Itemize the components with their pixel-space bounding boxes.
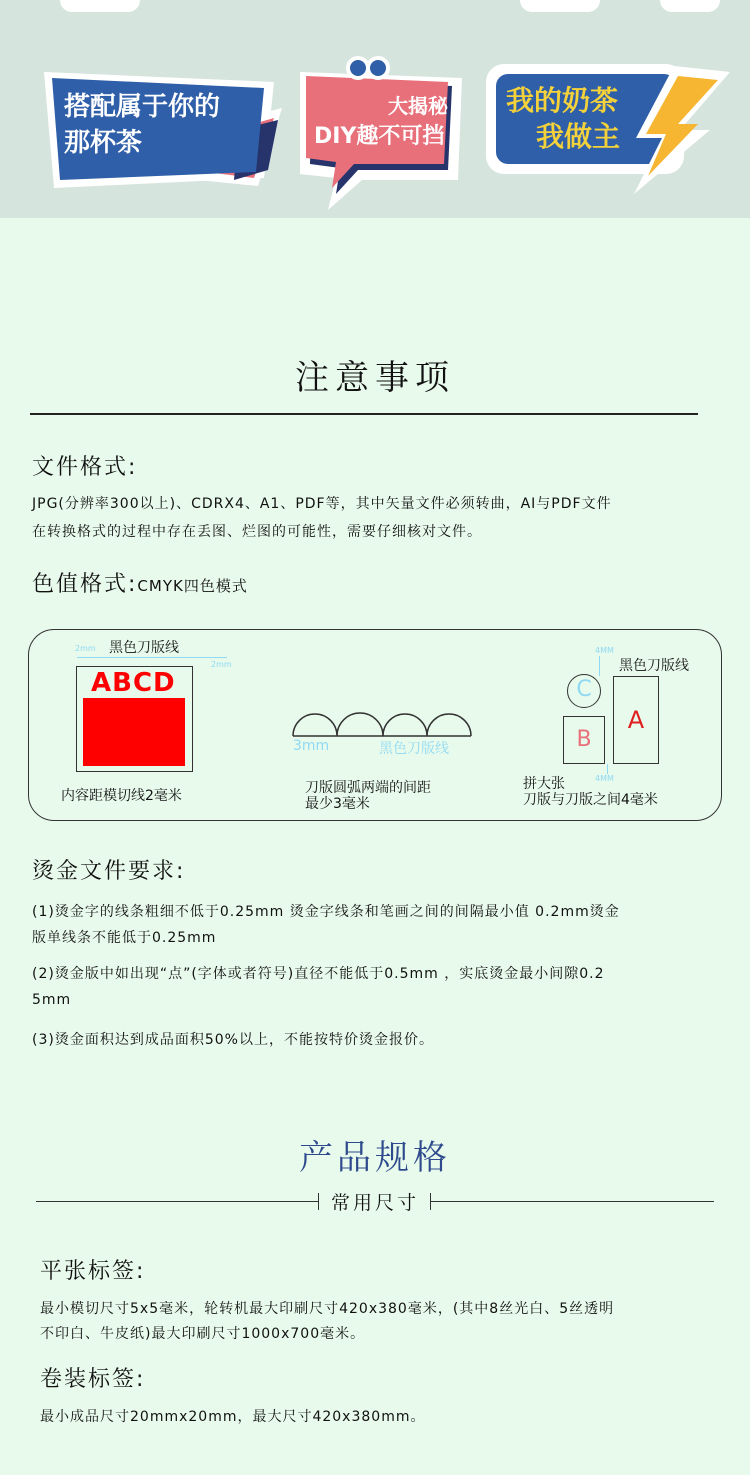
dim-line xyxy=(599,656,600,676)
spec-subtitle: 常用尺寸 xyxy=(330,1192,419,1214)
sticker-3-line2: 我做主 xyxy=(536,120,621,153)
color-format-heading: 色值格式: xyxy=(32,572,138,597)
sticker-2-line1: 大揭秘 xyxy=(388,94,448,118)
sticker-2 xyxy=(292,52,470,212)
sample-text: ABCD xyxy=(91,668,176,698)
sticker-2-line2: DIY趣不可挡 xyxy=(314,124,445,149)
right-dim-label: 4MM xyxy=(595,646,614,655)
dim-line xyxy=(77,657,227,658)
left-dim-label: 2mm xyxy=(211,660,232,669)
roll-label-heading: 卷装标签: xyxy=(40,1367,146,1392)
sticker-1-line2: 那杯茶 xyxy=(64,128,143,158)
box-b: B xyxy=(563,716,605,764)
file-format-heading: 文件格式: xyxy=(32,455,138,480)
sticker-stub xyxy=(660,0,720,12)
color-format-row xyxy=(32,567,248,598)
left-caption: 内容距模切线2毫米 xyxy=(61,788,182,804)
spec-divider-right xyxy=(430,1201,714,1202)
foil-item2-line2: 5mm xyxy=(32,992,72,1008)
sticker-1-line1: 搭配属于你的 xyxy=(64,92,221,122)
sticker-stub xyxy=(520,0,600,12)
right-dieline-label: 黑色刀版线 xyxy=(619,658,689,674)
box-a: A xyxy=(613,676,659,764)
right-caption-line2: 刀版与刀版之间4毫米 xyxy=(523,792,658,808)
banner xyxy=(0,0,750,218)
notice-title: 注意事项 xyxy=(295,358,455,398)
dieline-diagram xyxy=(28,629,722,821)
sticker-3-line1: 我的奶茶 xyxy=(506,84,619,117)
file-format-line1: JPG(分辨率300以上)、CDRX4、A1、PDF等，其中矢量文件必须转曲，AI与PDF文件 xyxy=(32,496,612,512)
spec-title: 产品规格 xyxy=(299,1138,451,1178)
right-caption-line1: 拼大张 xyxy=(523,776,565,792)
roll-label-line1: 最小成品尺寸20mmx20mm，最大尺寸420x380mm。 xyxy=(40,1409,426,1425)
sticker-1 xyxy=(38,60,288,195)
foil-heading: 烫金文件要求: xyxy=(32,859,186,884)
middle-caption-line2: 最少3毫米 xyxy=(305,796,370,812)
left-dieline-label: 黑色刀版线 xyxy=(109,640,179,656)
file-format-line2: 在转换格式的过程中存在丢图、烂图的可能性，需要仔细核对文件。 xyxy=(32,524,482,540)
flat-label-heading: 平张标签: xyxy=(40,1259,146,1284)
foil-item1-line1: (1)烫金字的线条粗细不低于0.25mm 烫金字线条和笔画之间的间隔最小值 0.2mm烫金 xyxy=(32,904,620,920)
content-area xyxy=(83,698,185,766)
foil-item2-line1: (2)烫金版中如出现“点”(字体或者符号)直径不能低于0.5mm ，实底烫金最小间隙0.2 xyxy=(32,966,605,982)
flat-label-line2: 不印白、牛皮纸)最大印刷尺寸1000x700毫米。 xyxy=(40,1326,366,1342)
foil-item1-line2: 版单线条不能低于0.25mm xyxy=(32,930,217,946)
circle-c: C xyxy=(567,674,601,708)
middle-caption-line1: 刀版圆弧两端的间距 xyxy=(305,780,431,796)
middle-cyan-label: 黑色刀版线 xyxy=(379,741,449,757)
divider xyxy=(30,413,698,415)
arc-dieline xyxy=(291,706,477,738)
dim-line xyxy=(607,764,608,774)
sticker-3 xyxy=(484,58,734,198)
flat-label-line1: 最小模切尺寸5x5毫米，轮转机最大印刷尺寸420x380毫米，(其中8丝光白、5丝透明 xyxy=(40,1301,615,1317)
right-dim-label: 4MM xyxy=(595,774,614,783)
left-dim-label: 2mm xyxy=(75,644,96,653)
foil-item3: (3)烫金面积达到成品面积50%以上，不能按特价烫金报价。 xyxy=(32,1032,434,1048)
sticker-stub xyxy=(60,0,140,12)
middle-dim-label: 3mm xyxy=(293,738,330,754)
color-format-value: CMYK四色模式 xyxy=(137,577,248,595)
